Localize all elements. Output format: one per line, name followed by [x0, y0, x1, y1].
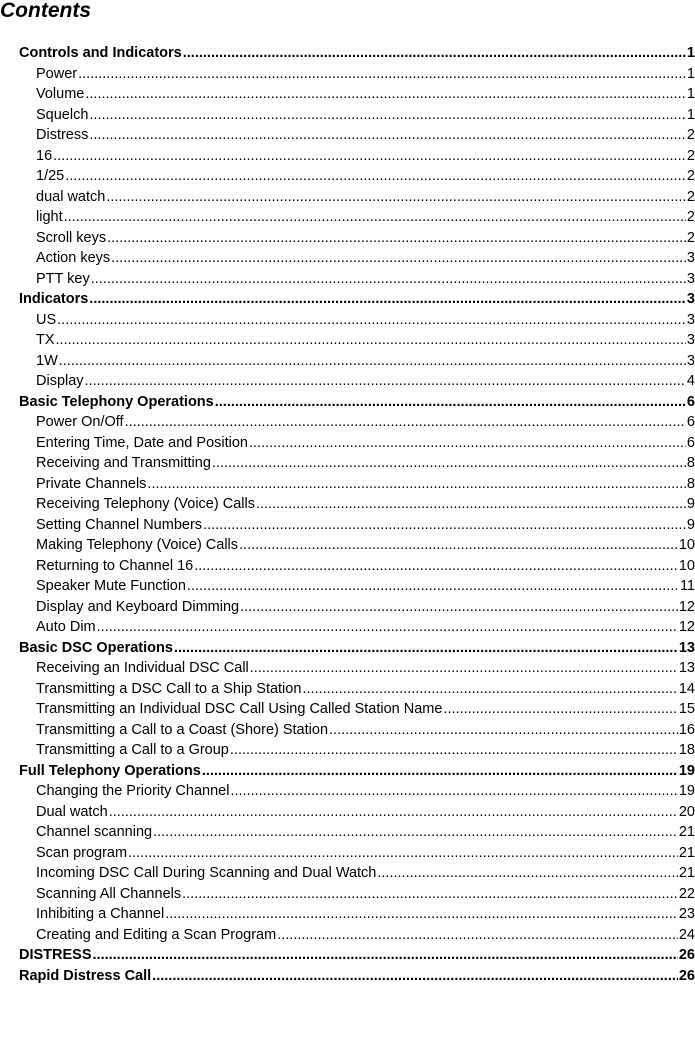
toc-page-number: 15 — [678, 701, 695, 717]
toc-entry-label: Dual watch — [36, 803, 108, 820]
toc-page-number: 8 — [686, 455, 695, 471]
toc-page-number: 9 — [686, 516, 695, 533]
toc-page-number: 26 — [678, 947, 695, 963]
toc-page-number: 2 — [686, 147, 695, 164]
toc-dot-leader — [329, 720, 678, 741]
toc-entry-label: Display — [36, 373, 84, 389]
toc-subsection-entry[interactable] — [19, 64, 695, 85]
toc-dot-leader — [212, 453, 686, 474]
toc-subsection-entry[interactable] — [19, 351, 695, 372]
toc-dot-leader — [85, 371, 686, 392]
toc-page-number: 13 — [678, 660, 695, 676]
toc-page-number: 6 — [686, 414, 695, 430]
toc-entry-label: Transmitting a DSC Call to a Ship Station — [36, 680, 302, 697]
toc-page-number: 22 — [678, 885, 695, 902]
toc-section-entry[interactable] — [19, 43, 695, 64]
toc-subsection-entry[interactable] — [19, 904, 695, 925]
toc-subsection-entry[interactable] — [19, 494, 695, 515]
toc-subsection-entry[interactable] — [19, 105, 695, 126]
toc-entry-label: Incoming DSC Call During Scanning and Dual Watch — [36, 865, 377, 881]
toc-entry-label: Receiving Telephony (Voice) Calls — [36, 496, 255, 512]
toc-dot-leader — [182, 884, 678, 905]
toc-dot-leader — [187, 576, 679, 597]
toc-dot-leader — [174, 638, 678, 659]
toc-page-number: 11 — [679, 578, 695, 594]
toc-section-entry[interactable] — [19, 638, 695, 659]
toc-entry-label: Indicators — [19, 291, 89, 307]
toc-entry-label: Basic Telephony Operations — [19, 393, 214, 410]
toc-dot-leader — [128, 843, 678, 864]
toc-entry-label: dual watch — [36, 188, 106, 205]
toc-dot-leader — [65, 166, 686, 187]
toc-subsection-entry[interactable] — [19, 125, 695, 146]
toc-dot-leader — [277, 925, 678, 946]
toc-entry-label: Scroll keys — [36, 229, 107, 246]
toc-page-number: 4 — [686, 373, 695, 389]
toc-entry-label: Transmitting a Call to a Group — [36, 742, 229, 758]
toc-subsection-entry[interactable] — [19, 720, 695, 741]
toc-entry-label: Scanning All Channels — [36, 885, 182, 902]
toc-subsection-entry[interactable] — [19, 822, 695, 843]
toc-dot-leader — [215, 392, 686, 413]
toc-dot-leader — [56, 330, 686, 351]
toc-subsection-entry[interactable] — [19, 412, 695, 433]
toc-subsection-entry[interactable] — [19, 802, 695, 823]
toc-dot-leader — [57, 310, 686, 331]
toc-page-number: 2 — [686, 209, 695, 225]
toc-dot-leader — [250, 658, 678, 679]
toc-dot-leader — [89, 289, 686, 310]
toc-dot-leader — [165, 904, 678, 925]
toc-entry-label: Private Channels — [36, 475, 147, 492]
toc-subsection-entry[interactable] — [19, 269, 695, 290]
toc-subsection-entry[interactable] — [19, 433, 695, 454]
toc-page-number: 21 — [678, 824, 695, 840]
toc-entry-label: Volume — [36, 86, 85, 102]
toc-subsection-entry[interactable] — [19, 535, 695, 556]
toc-subsection-entry[interactable] — [19, 146, 695, 167]
toc-entry-label: Power On/Off — [36, 414, 124, 430]
toc-subsection-entry[interactable] — [19, 617, 695, 638]
toc-entry-label: Entering Time, Date and Position — [36, 434, 248, 451]
toc-entry-label: 1/25 — [36, 168, 65, 184]
toc-page-number: 2 — [686, 168, 695, 184]
toc-subsection-entry[interactable] — [19, 679, 695, 700]
toc-entry-label: Channel scanning — [36, 824, 153, 840]
toc-subsection-entry[interactable] — [19, 843, 695, 864]
toc-entry-label: Transmitting an Individual DSC Call Using Called Station Name — [36, 701, 443, 717]
toc-page-number: 14 — [678, 680, 695, 697]
toc-page-number: 1 — [686, 65, 695, 82]
toc-entry-label: light — [36, 209, 63, 225]
toc-page-number: 6 — [686, 434, 695, 451]
toc-page-number: 18 — [678, 742, 695, 758]
toc-entry-label: 16 — [36, 147, 53, 164]
toc-page-number: 1 — [686, 45, 695, 61]
toc-dot-leader — [249, 433, 686, 454]
toc-page-number: 21 — [678, 865, 695, 881]
toc-subsection-entry[interactable] — [19, 84, 695, 105]
toc-subsection-entry[interactable] — [19, 597, 695, 618]
toc-page-number: 21 — [678, 844, 695, 861]
toc-dot-leader — [85, 84, 686, 105]
toc-page-number: 1 — [686, 106, 695, 123]
toc-subsection-entry[interactable] — [19, 884, 695, 905]
toc-subsection-entry[interactable] — [19, 781, 695, 802]
toc-page-number: 20 — [678, 803, 695, 820]
toc-dot-leader — [147, 474, 686, 495]
toc-page-number: 3 — [686, 250, 695, 266]
toc-page-number: 12 — [678, 598, 695, 615]
toc-dot-leader — [153, 822, 678, 843]
toc-entry-label: Transmitting a Call to a Coast (Shore) Station — [36, 721, 329, 738]
toc-dot-leader — [240, 597, 678, 618]
toc-page-number: 24 — [678, 926, 695, 943]
toc-dot-leader — [53, 146, 686, 167]
toc-entry-label: US — [36, 311, 57, 328]
toc-subsection-entry[interactable] — [19, 310, 695, 331]
toc-dot-leader — [230, 781, 677, 802]
toc-entry-label: DISTRESS — [19, 947, 92, 963]
toc-page-number: 19 — [678, 762, 695, 779]
toc-page-number: 19 — [678, 783, 695, 799]
toc-entry-label: Controls and Indicators — [19, 45, 182, 61]
toc-dot-leader — [230, 740, 678, 761]
toc-subsection-entry[interactable] — [19, 248, 695, 269]
table-of-contents — [19, 43, 695, 986]
toc-entry-label: Display and Keyboard Dimming — [36, 598, 240, 615]
toc-dot-leader — [89, 125, 686, 146]
toc-entry-label: Returning to Channel 16 — [36, 557, 194, 574]
toc-subsection-entry[interactable] — [19, 474, 695, 495]
toc-dot-leader — [91, 269, 686, 290]
toc-page-number: 3 — [686, 311, 695, 328]
toc-entry-label: Creating and Editing a Scan Program — [36, 926, 277, 943]
toc-entry-label: Distress — [36, 127, 89, 143]
toc-page-number: 10 — [678, 557, 695, 574]
toc-entry-label: PTT key — [36, 270, 90, 287]
toc-dot-leader — [106, 187, 686, 208]
toc-page-number: 2 — [686, 188, 695, 205]
toc-dot-leader — [377, 863, 677, 884]
toc-entry-label: Squelch — [36, 106, 89, 123]
toc-dot-leader — [125, 412, 686, 433]
toc-page-number: 2 — [686, 229, 695, 246]
toc-page-number: 16 — [678, 721, 695, 738]
toc-entry-label: Scan program — [36, 844, 128, 861]
toc-page-number: 3 — [686, 352, 695, 369]
toc-dot-leader — [109, 802, 678, 823]
toc-entry-label: Action keys — [36, 250, 111, 266]
toc-entry-label: Auto Dim — [36, 619, 96, 635]
toc-page-number: 2 — [686, 127, 695, 143]
toc-section-entry[interactable] — [19, 761, 695, 782]
toc-entry-label: Rapid Distress Call — [19, 967, 152, 984]
toc-subsection-entry[interactable] — [19, 207, 695, 228]
toc-entry-label: 1W — [36, 352, 58, 369]
toc-dot-leader — [111, 248, 686, 269]
toc-dot-leader — [256, 494, 686, 515]
toc-entry-label: Making Telephony (Voice) Calls — [36, 537, 239, 553]
page-title: Contents — [0, 0, 91, 22]
toc-section-entry[interactable] — [19, 392, 695, 413]
toc-page-number: 9 — [686, 496, 695, 512]
toc-dot-leader — [78, 64, 686, 85]
toc-page-number: 6 — [686, 393, 695, 410]
toc-page-number: 3 — [686, 291, 695, 307]
toc-section-entry[interactable] — [19, 945, 695, 966]
toc-entry-label: TX — [36, 332, 55, 348]
toc-entry-label: Speaker Mute Function — [36, 578, 186, 594]
toc-subsection-entry[interactable] — [19, 453, 695, 474]
toc-subsection-entry[interactable] — [19, 166, 695, 187]
toc-dot-leader — [152, 966, 678, 987]
toc-subsection-entry[interactable] — [19, 740, 695, 761]
toc-section-entry[interactable] — [19, 966, 695, 987]
toc-page-number: 8 — [686, 475, 695, 492]
toc-subsection-entry[interactable] — [19, 187, 695, 208]
toc-subsection-entry[interactable] — [19, 658, 695, 679]
toc-dot-leader — [443, 699, 677, 720]
toc-subsection-entry[interactable] — [19, 699, 695, 720]
toc-entry-label: Setting Channel Numbers — [36, 516, 203, 533]
toc-entry-label: Full Telephony Operations — [19, 762, 201, 779]
toc-page-number: 3 — [686, 332, 695, 348]
toc-entry-label: Changing the Priority Channel — [36, 783, 230, 799]
toc-entry-label: Power — [36, 65, 78, 82]
toc-subsection-entry[interactable] — [19, 228, 695, 249]
toc-dot-leader — [183, 43, 686, 64]
toc-page-number: 12 — [678, 619, 695, 635]
toc-dot-leader — [97, 617, 678, 638]
toc-page-number: 3 — [686, 270, 695, 287]
toc-entry-label: Inhibiting a Channel — [36, 906, 165, 922]
toc-dot-leader — [203, 515, 686, 536]
toc-subsection-entry[interactable] — [19, 330, 695, 351]
toc-subsection-entry[interactable] — [19, 371, 695, 392]
toc-entry-label: Receiving and Transmitting — [36, 455, 211, 471]
toc-subsection-entry[interactable] — [19, 576, 695, 597]
toc-subsection-entry[interactable] — [19, 556, 695, 577]
toc-section-entry[interactable] — [19, 289, 695, 310]
toc-subsection-entry[interactable] — [19, 515, 695, 536]
toc-page-number: 10 — [678, 537, 695, 553]
toc-dot-leader — [107, 228, 686, 249]
toc-dot-leader — [59, 351, 686, 372]
toc-subsection-entry[interactable] — [19, 863, 695, 884]
toc-page-number: 23 — [678, 906, 695, 922]
toc-dot-leader — [239, 535, 678, 556]
toc-page-number: 26 — [678, 967, 695, 984]
toc-entry-label: Basic DSC Operations — [19, 639, 173, 656]
toc-dot-leader — [302, 679, 677, 700]
toc-subsection-entry[interactable] — [19, 925, 695, 946]
toc-page-number: 13 — [678, 639, 695, 656]
toc-dot-leader — [89, 105, 686, 126]
toc-entry-label: Receiving an Individual DSC Call — [36, 660, 249, 676]
toc-dot-leader — [202, 761, 678, 782]
toc-dot-leader — [194, 556, 678, 577]
toc-page-number: 1 — [686, 86, 695, 102]
toc-dot-leader — [64, 207, 686, 228]
toc-dot-leader — [93, 945, 678, 966]
